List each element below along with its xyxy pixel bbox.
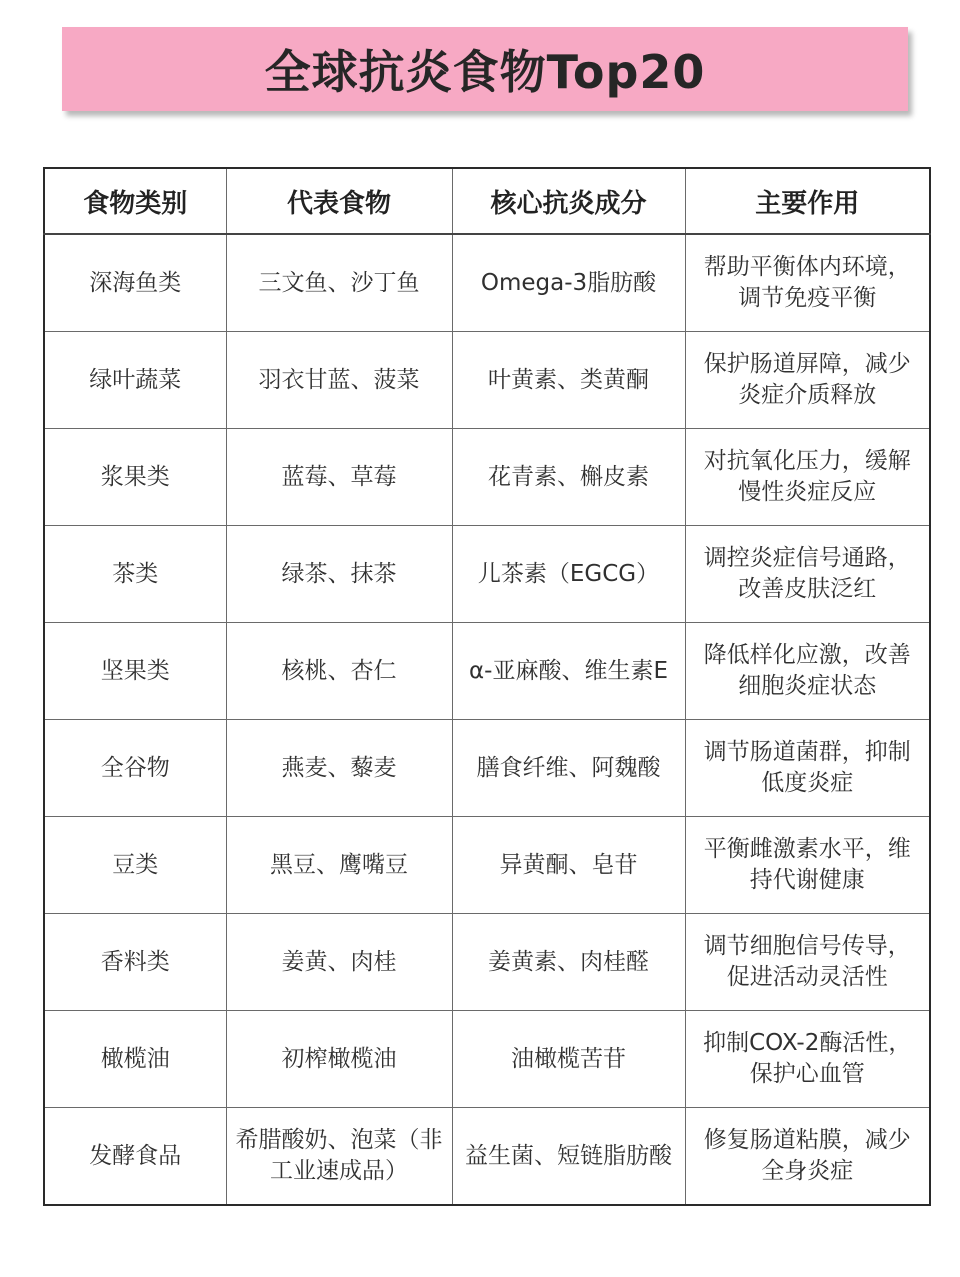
table-row: [44, 623, 930, 720]
header-effect: 主要作用: [685, 168, 930, 234]
page-title: 全球抗炎食物Top20: [264, 45, 706, 99]
cell-components: 膳食纤维、阿魏酸: [452, 720, 685, 817]
cell-foods: 羽衣甘蓝、菠菜: [226, 332, 452, 429]
cell-foods: 核桃、杏仁: [226, 623, 452, 720]
header-foods: 代表食物: [226, 168, 452, 234]
cell-effect: 平衡雌激素水平，维持代谢健康: [685, 817, 930, 914]
cell-effect: 抑制COX-2酶活性，保护心血管: [685, 1011, 930, 1108]
cell-components: 姜黄素、肉桂醛: [452, 914, 685, 1011]
header-category: 食物类别: [44, 168, 226, 234]
table-row: [44, 817, 930, 914]
cell-components: 花青素、槲皮素: [452, 429, 685, 526]
cell-foods: 黑豆、鹰嘴豆: [226, 817, 452, 914]
cell-category: 全谷物: [44, 720, 226, 817]
cell-category: 绿叶蔬菜: [44, 332, 226, 429]
cell-effect: 修复肠道粘膜，减少全身炎症: [685, 1108, 930, 1206]
cell-category: 浆果类: [44, 429, 226, 526]
cell-effect: 降低样化应激，改善细胞炎症状态: [685, 623, 930, 720]
cell-category: 深海鱼类: [44, 234, 226, 332]
cell-foods: 绿茶、抹茶: [226, 526, 452, 623]
food-table: [43, 167, 931, 1206]
cell-effect: 调节细胞信号传导，促进活动灵活性: [685, 914, 930, 1011]
cell-foods: 初榨橄榄油: [226, 1011, 452, 1108]
cell-effect: 调控炎症信号通路，改善皮肤泛红: [685, 526, 930, 623]
table-row: [44, 429, 930, 526]
table-header-row: [44, 168, 930, 234]
cell-category: 橄榄油: [44, 1011, 226, 1108]
table-row: [44, 720, 930, 817]
cell-components: Omega-3脂肪酸: [452, 234, 685, 332]
cell-components: 儿茶素（EGCG）: [452, 526, 685, 623]
cell-components: 益生菌、短链脂肪酸: [452, 1108, 685, 1206]
table-row: [44, 1011, 930, 1108]
cell-category: 茶类: [44, 526, 226, 623]
cell-foods: 姜黄、肉桂: [226, 914, 452, 1011]
cell-foods: 燕麦、藜麦: [226, 720, 452, 817]
cell-foods: 蓝莓、草莓: [226, 429, 452, 526]
cell-foods: 希腊酸奶、泡菜（非工业速成品）: [226, 1108, 452, 1206]
cell-effect: 对抗氧化压力，缓解慢性炎症反应: [685, 429, 930, 526]
cell-category: 香料类: [44, 914, 226, 1011]
cell-effect: 保护肠道屏障，减少炎症介质释放: [685, 332, 930, 429]
cell-components: 油橄榄苦苷: [452, 1011, 685, 1108]
cell-components: 异黄酮、皂苷: [452, 817, 685, 914]
cell-components: 叶黄素、类黄酮: [452, 332, 685, 429]
cell-effect: 调节肠道菌群，抑制低度炎症: [685, 720, 930, 817]
table-row: [44, 526, 930, 623]
cell-category: 发酵食品: [44, 1108, 226, 1206]
cell-effect: 帮助平衡体内环境，调节免疫平衡: [685, 234, 930, 332]
cell-category: 坚果类: [44, 623, 226, 720]
table-row: [44, 914, 930, 1011]
cell-category: 豆类: [44, 817, 226, 914]
table-row: [44, 234, 930, 332]
table-row: [44, 1108, 930, 1206]
table-row: [44, 332, 930, 429]
header-components: 核心抗炎成分: [452, 168, 685, 234]
cell-foods: 三文鱼、沙丁鱼: [226, 234, 452, 332]
cell-components: α-亚麻酸、维生素E: [452, 623, 685, 720]
title-banner: [62, 27, 908, 111]
